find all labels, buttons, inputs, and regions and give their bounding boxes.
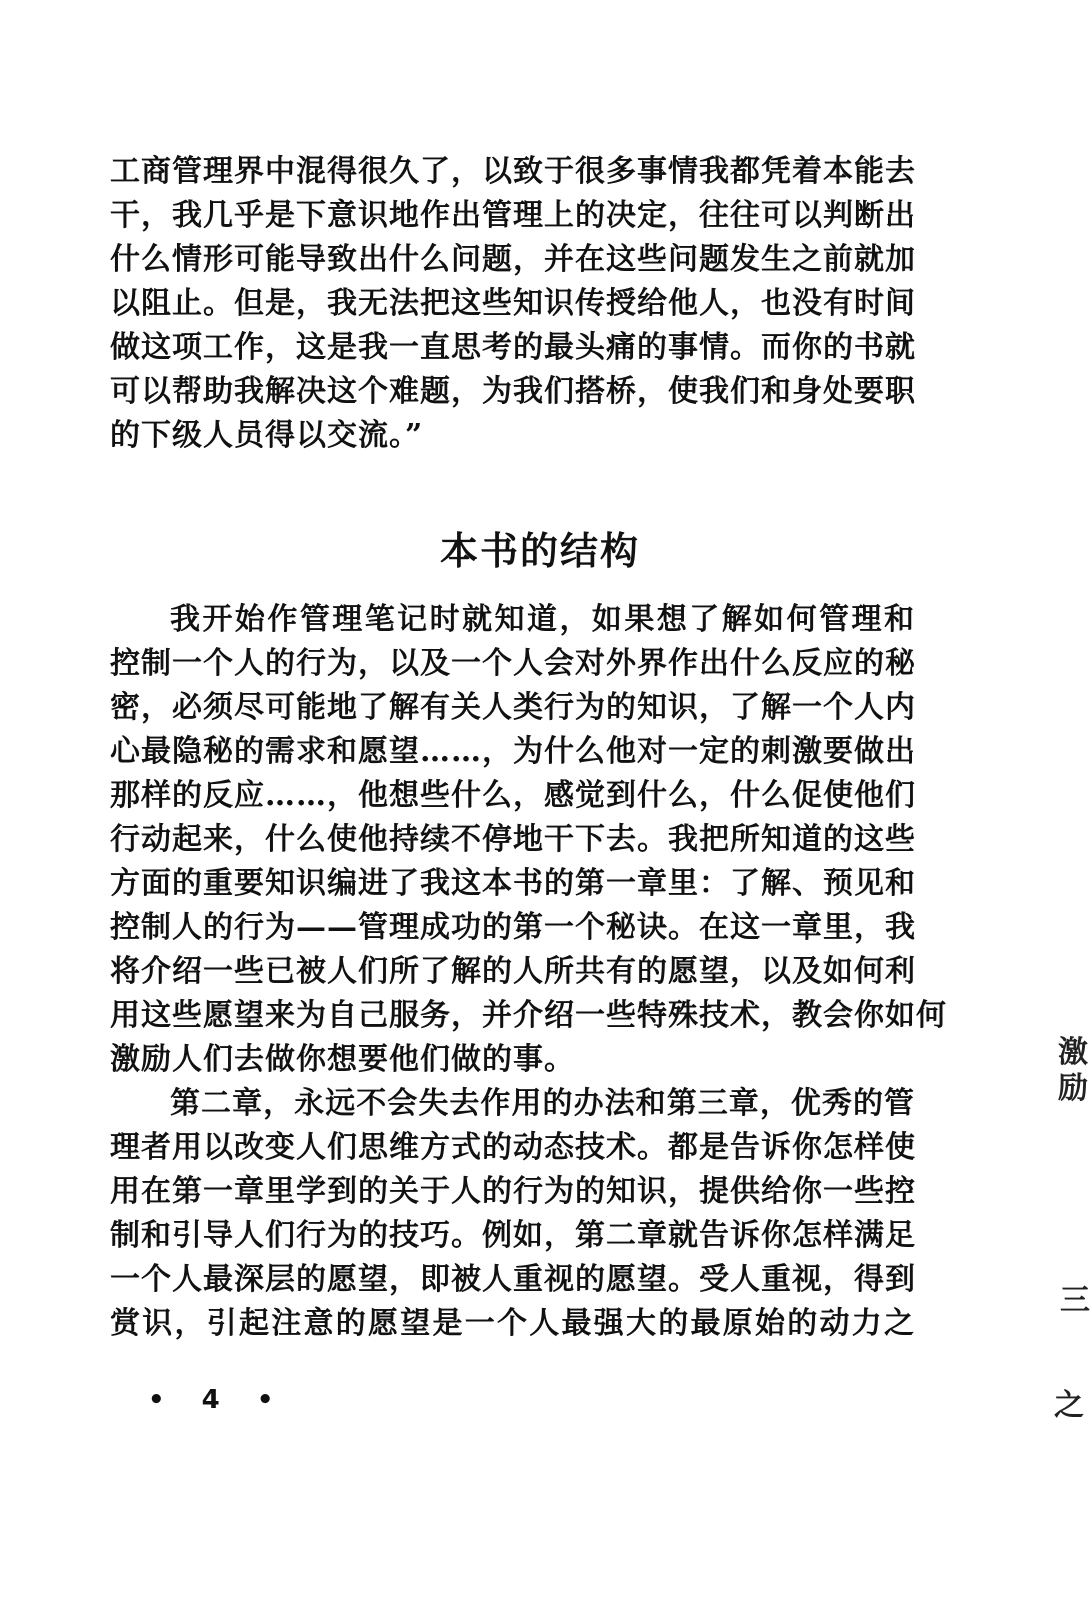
body-line: 我开始作管理笔记时就知道，如果想了解如何管理和 [170, 602, 915, 637]
body-line: 一个人最深层的愿望，即被人重视的愿望。受人重视，得到 [110, 1262, 916, 1297]
adjacent-page-fragment: 激 励 [1058, 1035, 1088, 1106]
body-line: 将介绍一些已被人们所了解的人所共有的愿望，以及如何利 [110, 954, 916, 989]
body-line: 用在第一章里学到的关于人的行为的知识，提供给你一些控 [110, 1174, 916, 1209]
body-line: 控制一个人的行为，以及一个人会对外界作出什么反应的秘 [110, 646, 916, 681]
section-heading: 本书的结构 [439, 529, 640, 573]
body-line: 赏识，引起注意的愿望是一个人最强大的最原始的动力之 [110, 1306, 915, 1341]
adjacent-page-fragment: 三 [1060, 1283, 1090, 1318]
adjacent-page-fragment: 之 [1054, 1388, 1084, 1423]
intro-line: 做这项工作，这是我一直思考的最头痛的事情。而你的书就 [110, 330, 916, 365]
intro-paragraph [110, 150, 915, 458]
body-line: 行动起来，什么使他持续不停地干下去。我把所知道的这些 [110, 822, 916, 857]
body-line: 用这些愿望来为自己服务，并介绍一些特殊技术，教会你如何 [110, 998, 947, 1033]
intro-line: 的下级人员得以交流。” [110, 418, 424, 453]
body-line: 控制人的行为——管理成功的第一个秘诀。在这一章里，我 [110, 910, 916, 945]
page-number: • 4 • [148, 1385, 288, 1415]
body-line: 激励人们去做你想要他们做的事。 [110, 1042, 575, 1077]
body-line: 第二章，永远不会失去作用的办法和第三章，优秀的管 [170, 1086, 915, 1121]
intro-line: 可以帮助我解决这个难题，为我们搭桥，使我们和身处要职 [110, 374, 916, 409]
body-line: 那样的反应……，他想些什么，感觉到什么，什么促使他们 [110, 778, 916, 813]
body-line: 密，必须尽可能地了解有关人类行为的知识，了解一个人内 [110, 690, 916, 725]
intro-line: 工商管理界中混得很久了，以致于很多事情我都凭着本能去 [110, 154, 916, 189]
body-line: 理者用以改变人们思维方式的动态技术。都是告诉你怎样使 [110, 1130, 916, 1165]
body-line: 制和引导人们行为的技巧。例如，第二章就告诉你怎样满足 [110, 1218, 916, 1253]
section-body [110, 598, 947, 1346]
intro-line: 什么情形可能导致出什么问题，并在这些问题发生之前就加 [110, 242, 916, 277]
body-line: 方面的重要知识编进了我这本书的第一章里：了解、预见和 [110, 866, 916, 901]
intro-line: 以阻止。但是，我无法把这些知识传授给他人，也没有时间 [110, 286, 916, 321]
body-line: 心最隐秘的需求和愿望……，为什么他对一定的刺激要做出 [110, 734, 916, 769]
intro-line: 干，我几乎是下意识地作出管理上的决定，往往可以判断出 [110, 198, 916, 233]
